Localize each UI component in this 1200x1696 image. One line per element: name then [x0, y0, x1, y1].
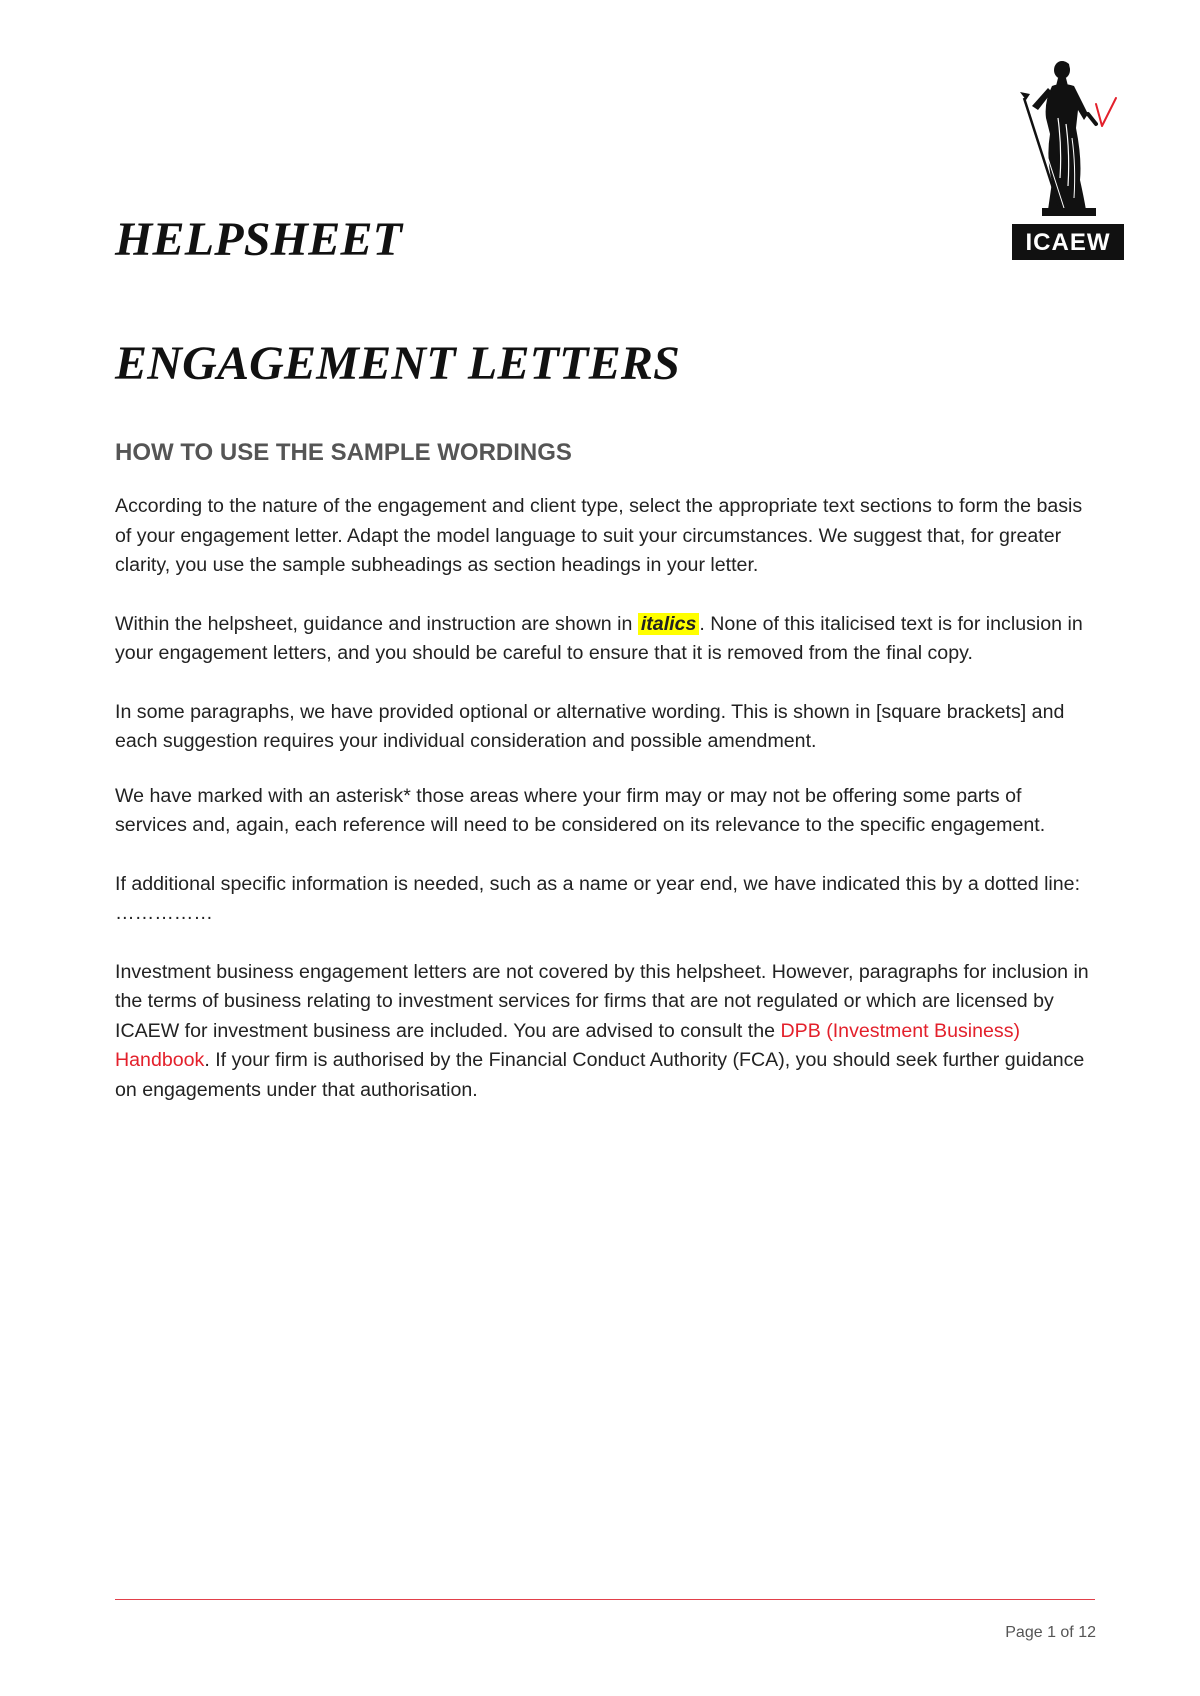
logo-text: ICAEW — [1025, 229, 1111, 256]
paragraph-6 — [115, 958, 1095, 1106]
footer-divider — [115, 1599, 1095, 1600]
paragraph-2-text-a: Within the helpsheet, guidance and instruction are shown in — [115, 612, 638, 635]
paragraph-6-text-a: Investment business engagement letters are not covered by this helpsheet. However, paragraphs for inclusion in the terms of business relating to investment services for firms that are not regulated or which are licensed by ICAEW for investment business are included. You are advised to consult the — [115, 960, 1089, 1042]
paragraph-2-text-b: . None of this italicised text is for inclusion in your engagement letters, and you should be careful to ensure that it is removed from the final copy. — [115, 612, 1083, 664]
page-number: Page 1 of 12 — [1005, 1624, 1096, 1641]
paragraph-2 — [115, 610, 1095, 669]
document-title: ENGAGEMENT LETTERS — [115, 337, 681, 390]
italics-highlight: italics — [638, 613, 700, 635]
helpsheet-title: HELPSHEET — [115, 213, 403, 266]
paragraph-4: We have marked with an asterisk* those areas where your firm may or may not be offering some parts of services and, again, each reference will need to be considered on its relevance to the specific engagement. — [115, 784, 1046, 836]
paragraph-3: In some paragraphs, we have provided optional or alternative wording. This is shown in [square brackets] and each suggestion requires your individual consideration and possible amendment. — [115, 700, 1065, 752]
paragraph-5: If additional specific information is needed, such as a name or year end, we have indicated this by a dotted line: …………… — [115, 872, 1081, 924]
icaew-logo — [1012, 58, 1124, 264]
dpb-handbook-link[interactable]: DPB (Investment Business) Handbook — [115, 1019, 1021, 1071]
paragraph-1: According to the nature of the engagement and client type, select the appropriate text sections to form the basis of your engagement letter. Adapt the model language to suit your circumstances. We suggest that, for greater clarity, you use the sample subheadings as section headings in your letter. — [115, 495, 1083, 576]
paragraph-6-text-b: . If your firm is authorised by the Financial Conduct Authority (FCA), you should seek further guidance on engagements under that authorisation. — [115, 1049, 1085, 1101]
section-heading: HOW TO USE THE SAMPLE WORDINGS — [115, 439, 572, 466]
body-content — [115, 492, 1095, 1134]
icaew-statue-icon — [1012, 58, 1124, 264]
